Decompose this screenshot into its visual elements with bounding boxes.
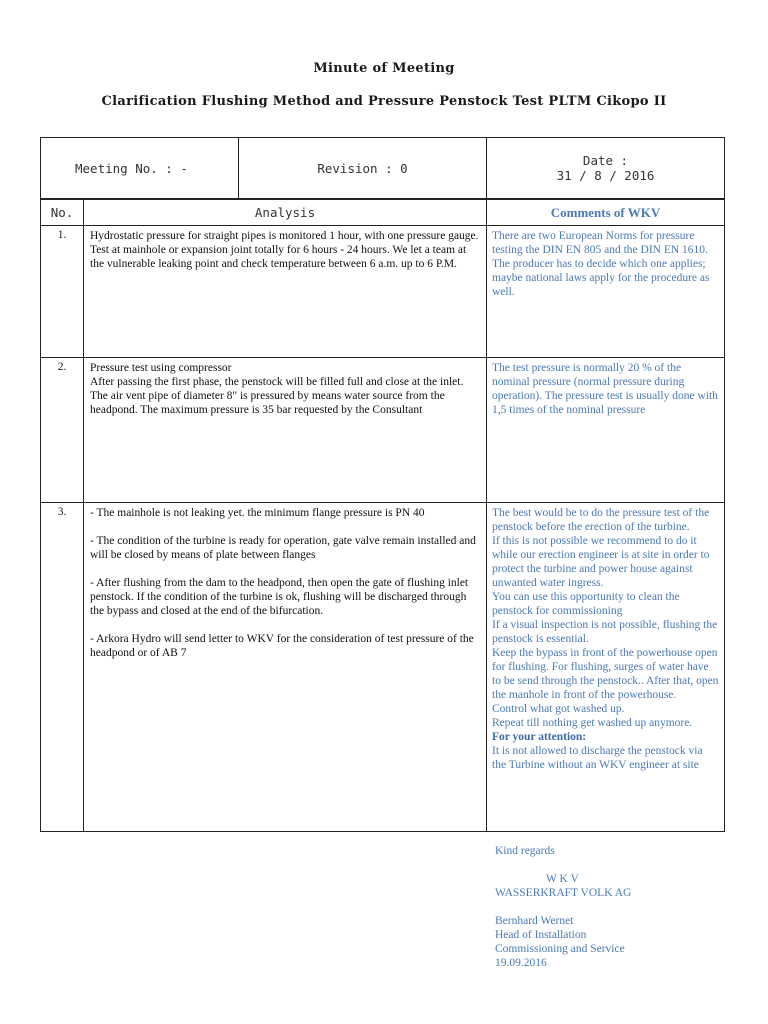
comment-line: Keep the bypass in front of the powerhouse open for flushing. For flushing, surges of water have to be send through the penstock.. After that, open the manhole in front of the powerhouse.: [492, 647, 719, 701]
company-full: WASSERKRAFT VOLK AG: [495, 887, 632, 899]
row-number: 3.: [41, 503, 84, 832]
date-label: Date :: [582, 153, 629, 168]
analysis-text: Hydrostatic pressure for straight pipes is monitored 1 hour, with one pressure gauge. Test at mainhole or expansion joint totally for 6 hours - 24 hours. We let a team at the vulnerable leaking point and check temperature between 6 a.m. up to 6 P.M.: [90, 230, 479, 270]
comment-cell: [487, 503, 725, 832]
comment-line: You can use this opportunity to clean the penstock for commissioning: [492, 591, 680, 617]
comment-line: Control what got washed up.: [492, 703, 625, 715]
analysis-cell: [84, 503, 487, 832]
analysis-paragraph: - After flushing from the dam to the headpond, then open the gate of flushing inlet penstock. If the condition of the turbine is ok, flushing will be discharged through the bypass and closed at the end of the bifurcation.: [90, 577, 469, 617]
comment-cell: [487, 358, 725, 503]
row-number: 2.: [41, 358, 84, 503]
comment-line: The best would be to do the pressure test of the penstock before the erection of the turbine.: [492, 507, 710, 533]
signer-role-2: Commissioning and Service: [495, 943, 625, 955]
table-row: [41, 503, 725, 832]
analysis-paragraph: - The mainhole is not leaking yet. the minimum flange pressure is PN 40: [90, 507, 425, 519]
table-row: [41, 358, 725, 503]
row-number: 1.: [41, 226, 84, 358]
comment-cell: [487, 226, 725, 358]
comment-text: There are two European Norms for pressure testing the DIN EN 805 and the DIN EN 1610. The producer has to decide which one applies; maybe national laws apply for the procedure as well.: [492, 230, 710, 298]
greeting: Kind regards: [495, 845, 555, 857]
document-subtitle: Clarification Flushing Method and Pressure Penstock Test PLTM Cikopo II: [101, 94, 667, 109]
meeting-header-row: [41, 138, 725, 199]
meeting-number: Meeting No. : -: [75, 160, 188, 176]
comment-line: Repeat till nothing get washed up anymore.: [492, 717, 693, 729]
signer-name: Bernhard Wernet: [495, 915, 574, 927]
date-cell: [487, 138, 725, 199]
signature-date: 19.09.2016: [495, 957, 547, 969]
comment-text: The test pressure is normally 20 % of the nominal pressure (normal pressure during operation). The pressure test is usually done with 1,5 times of the nominal pressure: [492, 362, 718, 416]
column-header-no: No.: [50, 205, 74, 220]
minutes-table: [40, 137, 725, 199]
analysis-paragraph: - Arkora Hydro will send letter to WKV for the consideration of test pressure of the headpond or of AB 7: [90, 633, 474, 659]
analysis-cell: [84, 226, 487, 358]
table-row: [41, 226, 725, 358]
analysis-paragraph: - The condition of the turbine is ready for operation, gate valve remain installed and will be closed by means of plate between flanges: [90, 535, 476, 561]
column-header-comments: Comments of WKV: [550, 204, 661, 220]
analysis-text: After passing the first phase, the penstock will be filled full and close at the inlet. The air vent pipe of diameter 8" is pressured by means water source from the headpond. The maximum pressure is 35 bar requested by the Consultant: [90, 376, 464, 416]
comment-line: If this is not possible we recommend to do it while our erection engineer is at site in order to protect the turbine and power house against unwanted water ingress.: [492, 535, 710, 589]
signer-role-1: Head of Installation: [495, 929, 587, 941]
revision: Revision : 0: [317, 160, 408, 176]
company-short: W K V: [546, 873, 579, 885]
analysis-table: [40, 199, 725, 832]
date-value: 31 / 8 / 2016: [556, 168, 655, 183]
attention-text: It is not allowed to discharge the penstock via the Turbine without an WKV engineer at site: [492, 745, 703, 771]
signature-block: [495, 844, 735, 970]
attention-label: For your attention:: [492, 731, 587, 743]
column-header-row: [41, 200, 725, 226]
revision-cell: [239, 138, 487, 199]
meeting-number-cell: [41, 138, 239, 199]
column-header-analysis: Analysis: [254, 205, 316, 220]
analysis-text: Pressure test using compressor: [90, 362, 232, 374]
comment-line: If a visual inspection is not possible, flushing the penstock is essential.: [492, 619, 718, 645]
document-title: Minute of Meeting: [313, 61, 455, 76]
analysis-cell: [84, 358, 487, 503]
